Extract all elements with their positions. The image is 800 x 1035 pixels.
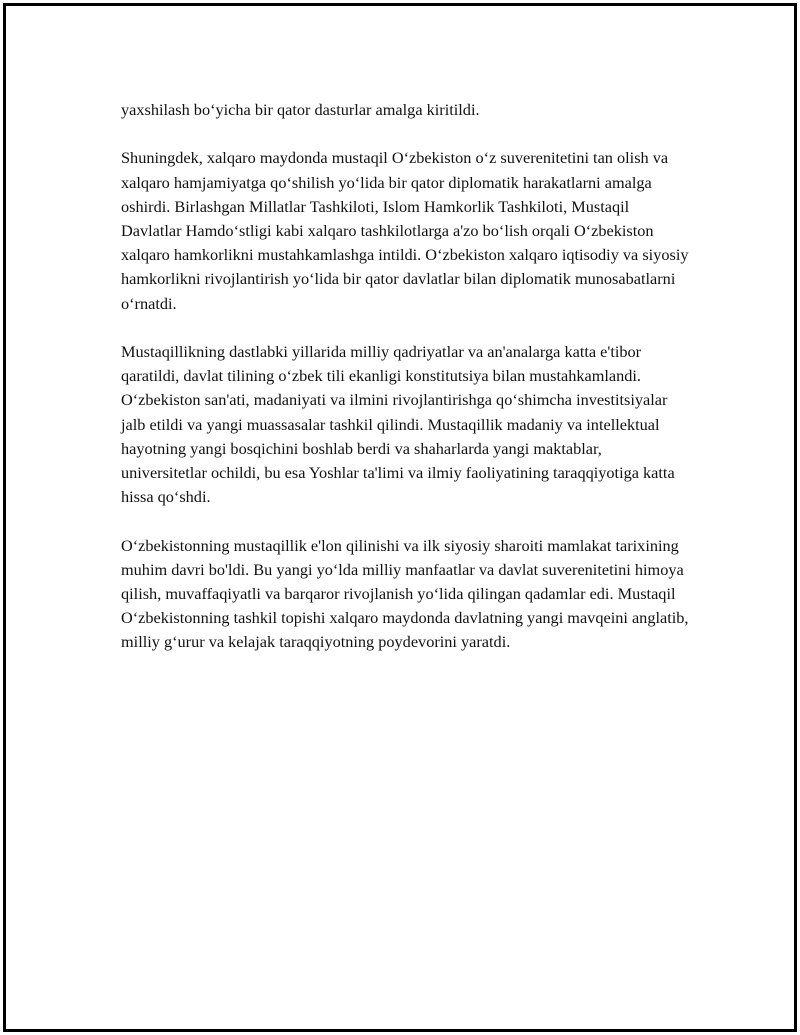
paragraph-4: O‘zbekistonning mustaqillik e'lon qilinishi va ilk siyosiy sharoiti mamlakat tarixining muhim davri bo'ldi. Bu yangi yo‘lda milliy manfaatlar va davlat suverenitetini himoya qilish, muvaffaqiyatli va barqaror rivojlanish yo‘lida qilingan qadamlar edi. Mustaqil O‘zbekistonning tashkil topishi xalqaro maydonda davlatning yangi mavqeini anglatib, milliy g‘urur va kelajak taraqqiyotning poydevorini yaratdi. — [121, 535, 689, 652]
paragraph-3: Mustaqillikning dastlabki yillarida milliy qadriyatlar va an'analarga katta e'tibor qaratildi, davlat tilining o‘zbek tili ekanligi konstitutsiya bilan mustahkamlandi. O‘zbekiston san'ati, madaniyati va ilmini rivojlantirishga qo‘shimcha investitsiyalar jalb etildi va yangi muassasalar tashkil qilindi. Mustaqillik madaniy va intellektual hayotning yangi bosqichini boshlab berdi va shaharlarda yangi maktablar, universitetlar ochildi, bu esa Yoshlar ta'limi va ilmiy faoliyatining taraqqiyotiga katta hissa qo‘shdi. — [121, 342, 675, 507]
document-body — [121, 98, 691, 679]
page-frame — [3, 3, 797, 1032]
paragraph-1: yaxshilash bo‘yicha bir qator dasturlar amalga kiritildi. — [121, 100, 480, 119]
paragraph-2: Shuningdek, xalqaro maydonda mustaqil O‘zbekiston o‘z suverenitetini tan olish va xalqaro hamjamiyatga qo‘shilish yo‘lida bir qator diplomatik harakatlarni amalga oshirdi. Birlashgan Millatlar Tashkiloti, Islom Hamkorlik Tashkiloti, Mustaqil Davlatlar Hamdo‘stligi kabi xalqaro tashkilotlarga a'zo bo‘lish orqali O‘zbekiston xalqaro hamkorlikni mustahkamlashga intildi. O‘zbekiston xalqaro iqtisodiy va siyosiy hamkorlikni rivojlantirish yo‘lida bir qator davlatlar bilan diplomatik munosabatlarni o‘rnatdi. — [121, 148, 689, 313]
